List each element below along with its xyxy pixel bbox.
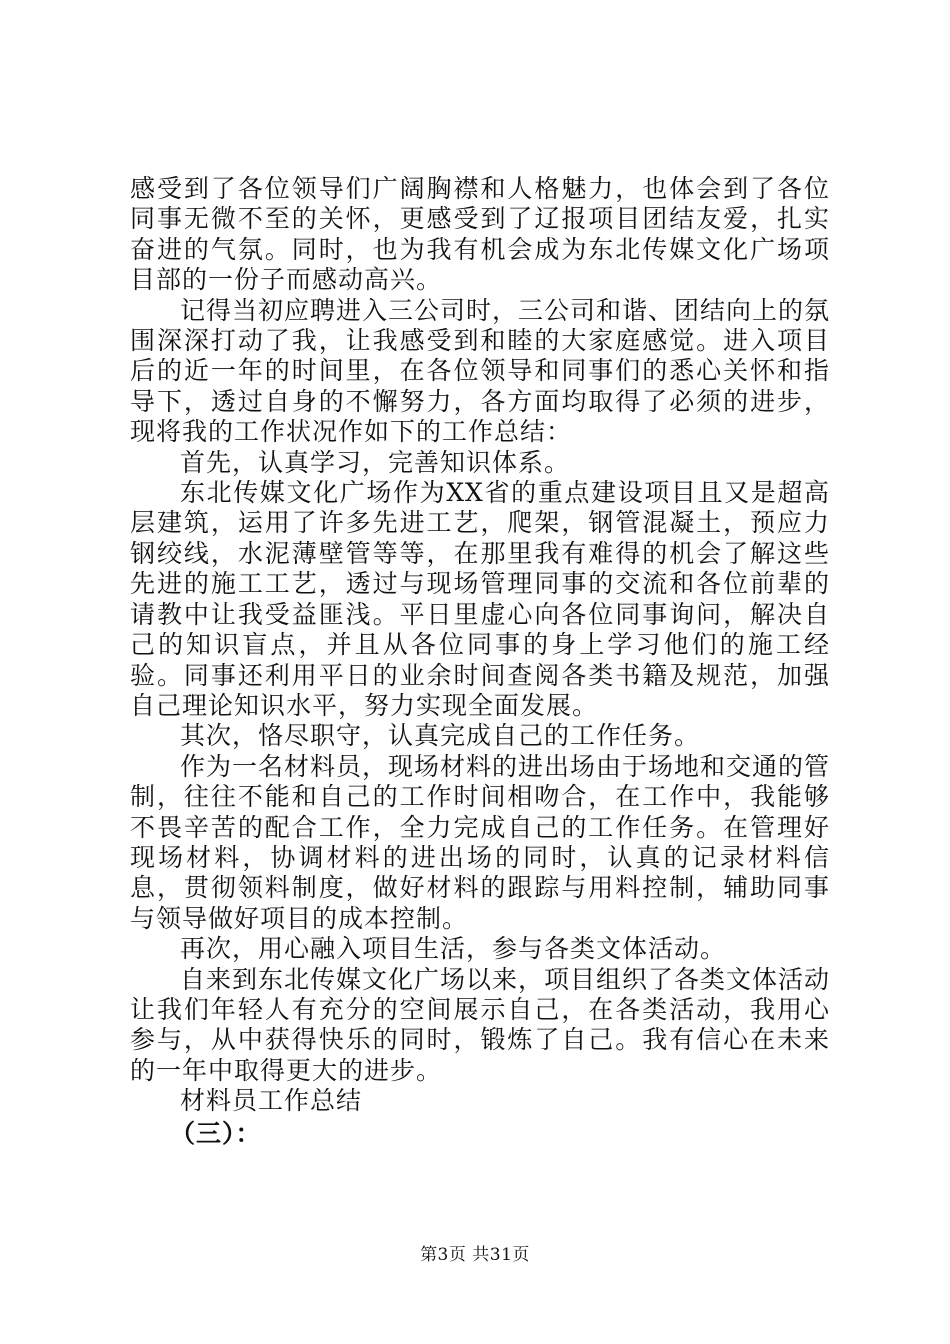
document-body (130, 174, 830, 1149)
section-heading-third: 再次，用心融入项目生活，参与各类文体活动。 (180, 934, 727, 964)
paragraph-activities: 自来到东北传媒文化广场以来，项目组织了各类文体活动让我们年轻人有充分的空间展示自己，在各类活动，我用心参与，从中获得快乐的同时，锻炼了自己。我有信心在未来的一年中取得更大的进步。 (130, 964, 831, 1085)
paragraph-duties: 作为一名材料员，现场材料的进出场由于场地和交通的管制，往往不能和自己的工作时间相吻合，在工作中，我能够不畏辛苦的配合工作，全力完成自己的工作任务。在管理好现场材料，协调材料的进出场的同时，认真的记录材料信息，贯彻领料制度，做好材料的跟踪与用料控制，辅助同事与领导做好项目的成本控制。 (130, 751, 831, 933)
section-number: （三）： (170, 1118, 262, 1148)
paragraph-intro: 记得当初应聘进入三公司时，三公司和谐、团结向上的氛围深深打动了我，让我感受到和睦的大家庭感觉。进入项目后的近一年的时间里，在各位领导和同事们的悉心关怀和指导下，透过自身的不懈努力，各方面均取得了必须的进步，现将我的工作状况作如下的工作总结： (130, 295, 831, 447)
section-heading-second: 其次，恪尽职守，认真完成自己的工作任务。 (180, 721, 701, 751)
page-footer: 第3页 共31页 (420, 1245, 530, 1265)
paragraph-learning: 东北传媒文化广场作为XX省的重点建设项目且又是超高层建筑，运用了许多先进工艺，爬架，钢管混凝土，预应力钢绞线，水泥薄壁管等等，在那里我有难得的机会了解这些先进的施工工艺，透过与现场管理同事的交流和各位前辈的请教中让我受益匪浅。平日里虚心向各位同事询问，解决自己的知识盲点，并且从各位同事的身上学习他们的施工经验。同事还利用平日的业余时间查阅各类书籍及规范，加强自己理论知识水平，努力实现全面发展。 (130, 478, 830, 720)
section-heading-first: 首先，认真学习，完善知识体系。 (180, 447, 571, 477)
paragraph-continuation: 感受到了各位领导们广阔胸襟和人格魅力，也体会到了各位同事无微不至的关怀，更感受到了辽报项目团结友爱，扎实奋进的气氛。同时，也为我有机会成为东北传媒文化广场项目部的一份子而感动高兴。 (130, 174, 830, 295)
document-subtitle: 材料员工作总结 (180, 1086, 363, 1116)
